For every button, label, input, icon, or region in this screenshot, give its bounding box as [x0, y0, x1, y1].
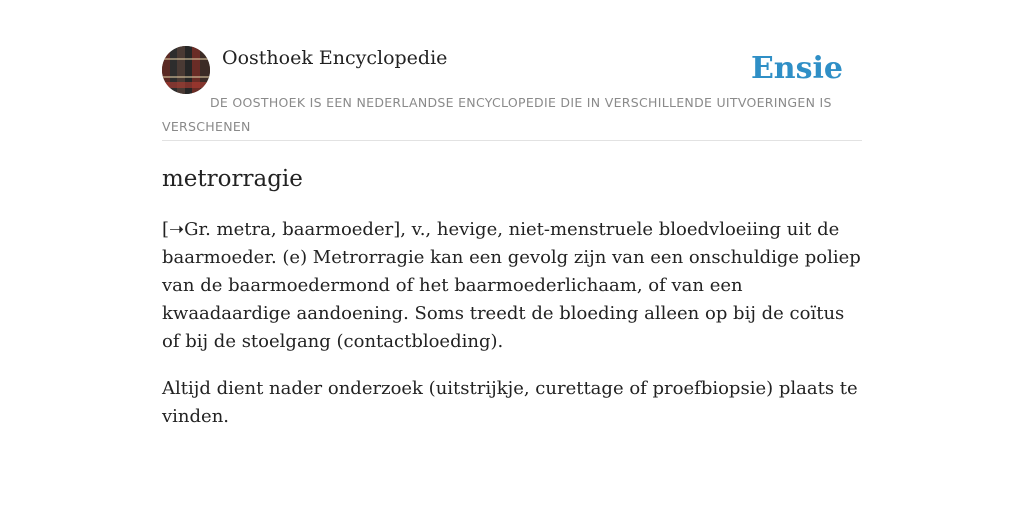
site-tagline: DE OOSTHOEK IS EEN NEDERLANDSE ENCYCLOPEDIE DIE IN VERSCHILLENDE UITVOERINGEN IS VERSCHENEN — [162, 95, 832, 134]
site-header — [162, 46, 862, 141]
article-paragraph: Altijd dient nader onderzoek (uitstrijkje, curettage of proefbiopsie) plaats te vinden. — [162, 378, 858, 427]
article-paragraph: [➝Gr. metra, baarmoeder], v., hevige, niet-menstruele bloedvloeiing uit de baarmoeder. (e) Metrorragie kan een gevolg zijn van een onschuldige poliep van de baarmoedermond of het baarmoederlichaam, of van een kwaadaardige aandoening. Soms treedt de bloeding alleen op bij de coïtus of bij de stoelgang (contactbloeding). — [162, 219, 861, 352]
encyclopedia-books-avatar[interactable] — [162, 46, 210, 94]
brand-logo-link[interactable]: Ensie — [750, 51, 843, 86]
article — [162, 162, 862, 431]
site-name[interactable]: Oosthoek Encyclopedie — [222, 47, 448, 69]
article-title: metrorragie — [162, 166, 303, 192]
